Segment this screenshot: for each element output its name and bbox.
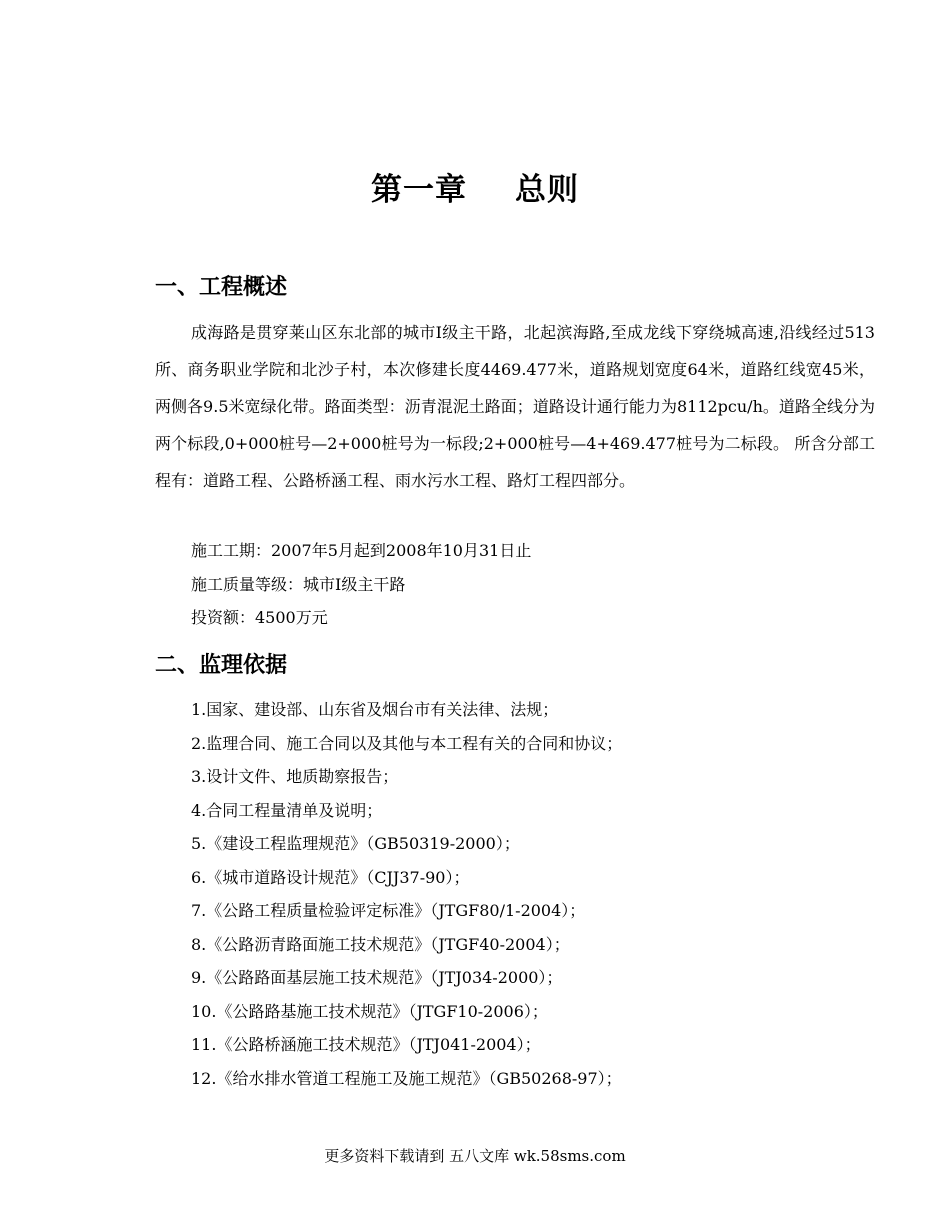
list-item: 9.《公路路面基层施工技术规范》（JTJ034-2000）； [191,968,563,987]
chapter-title [0,164,950,209]
basis-list [191,696,622,1098]
quality-grade: 施工质量等级：城市Ⅰ级主干路 [191,575,406,594]
list-item: 12.《给水排水管道工程施工及施工规范》（GB50268-97）； [191,1068,622,1088]
list-item: 4.合同工程量清单及说明； [191,800,383,820]
list-item: 6.《城市道路设计规范》（CJJ37-90）； [191,867,470,887]
list-item: 1.国家、建设部、山东省及烟台市有关法律、法规； [191,700,559,719]
construction-period: 施工工期：2007年5月起到2008年10月31日止 [191,541,532,560]
investment-amount: 投资额：4500万元 [191,608,328,627]
list-item: 10.《公路路基施工技术规范》（JTGF10-2006）； [191,1001,548,1021]
section-heading-overview: 一、工程概述 [155,275,288,300]
overview-paragraph: 成海路是贯穿莱山区东北部的城市Ⅰ级主干路，北起滨海路,至成龙线下穿绕城高速,沿线经过513所、商务职业学院和北沙子村，本次修建长度4469.477米，道路规划宽度64米，道路红线宽45米，两侧各9.5米宽绿化带。路面类型：沥青混泥土路面；道路设计通行能力为8112pcu/h。道路全线分为两个标段,0+000桩号—2+000桩号为一标段;2+000桩号—4+469.477桩号为二标段。 所含分部工程有：道路工程、公路桥涵工程、雨水污水工程、路灯工程四部分。 [155,323,875,490]
section-heading-basis: 二、监理依据 [155,653,288,678]
list-item: 8.《公路沥青路面施工技术规范》（JTGF40-2004）； [191,934,570,954]
footer-text: 更多资料下载请到 五八文库 wk.58sms.com [324,1147,626,1165]
list-item: 11.《公路桥涵施工技术规范》（JTJ041-2004）； [191,1035,541,1054]
list-item: 2.监理合同、施工合同以及其他与本工程有关的合同和协议； [191,733,623,753]
chapter-name: 总则 [515,172,579,208]
chapter-number: 第一章 [371,172,467,208]
list-item: 7.《公路工程质量检验评定标准》（JTGF80/1-2004）； [191,901,586,920]
list-item: 5.《建设工程监理规范》（GB50319-2000）； [191,834,520,853]
list-item: 3.设计文件、地质勘察报告； [191,767,399,786]
